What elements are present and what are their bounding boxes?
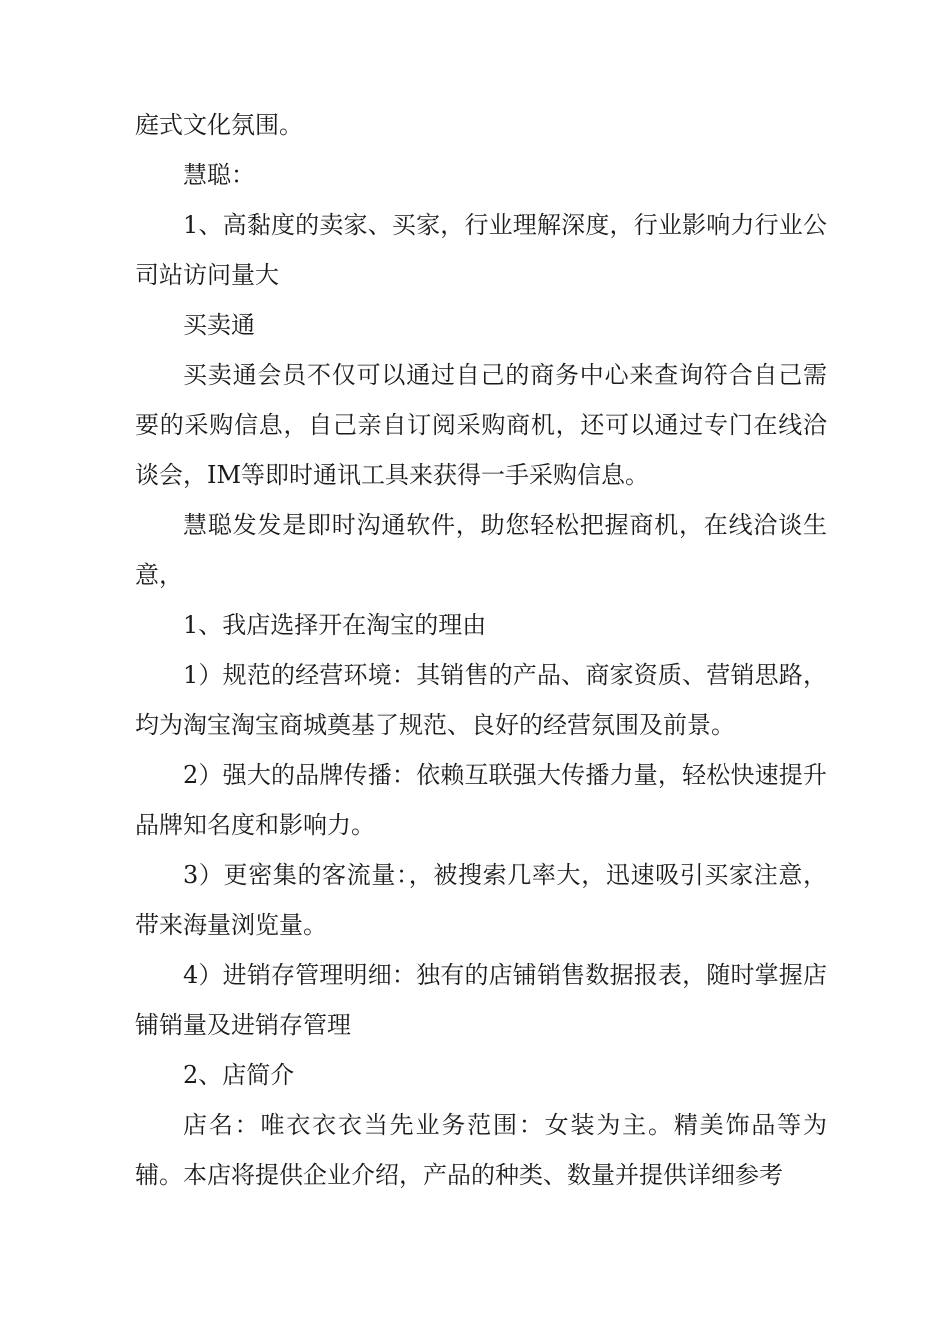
paragraph-reason-4: 4）进销存管理明细：独有的店铺销售数据报表，随时掌握店铺销量及进销存管理 xyxy=(135,961,827,1039)
paragraph-reason-1: 1）规范的经营环境：其销售的产品、商家资质、营销思路，均为淘宝淘宝商城奠基了规范、良好的经营氛围及前景。 xyxy=(135,661,827,739)
paragraph-huicong-fafa: 慧聪发发是即时沟通软件，助您轻松把握商机，在线洽谈生意， xyxy=(135,511,827,589)
paragraph-shop-intro-heading: 2、店简介 xyxy=(183,1061,295,1089)
paragraph-maimaitong-heading: 买卖通 xyxy=(183,311,255,339)
paragraph-shop-intro: 店名：唯衣衣衣当先业务范围：女装为主。精美饰品等为辅。本店将提供企业介绍，产品的种类、数量并提供详细参考 xyxy=(135,1111,827,1189)
paragraph-continuation: 庭式文化氛围。 xyxy=(135,111,303,139)
paragraph-maimaitong-desc: 买卖通会员不仅可以通过自己的商务中心来查询符合自己需要的采购信息，自己亲自订阅采购商机，还可以通过专门在线洽谈会，IM等即时通讯工具来获得一手采购信息。 xyxy=(135,361,827,489)
paragraph-reason-3: 3）更密集的客流量：，被搜索几率大，迅速吸引买家注意，带来海量浏览量。 xyxy=(135,861,827,939)
paragraph-reason-2: 2）强大的品牌传播：依赖互联强大传播力量，轻松快速提升品牌知名度和影响力。 xyxy=(135,761,827,839)
paragraph-taobao-reasons-heading: 1、我店选择开在淘宝的理由 xyxy=(183,611,487,639)
document-body xyxy=(135,100,827,1200)
paragraph-huicong-heading: 慧聪： xyxy=(183,161,255,189)
paragraph-huicong-point-1: 1、高黏度的卖家、买家，行业理解深度，行业影响力行业公司站访问量大 xyxy=(135,211,827,289)
